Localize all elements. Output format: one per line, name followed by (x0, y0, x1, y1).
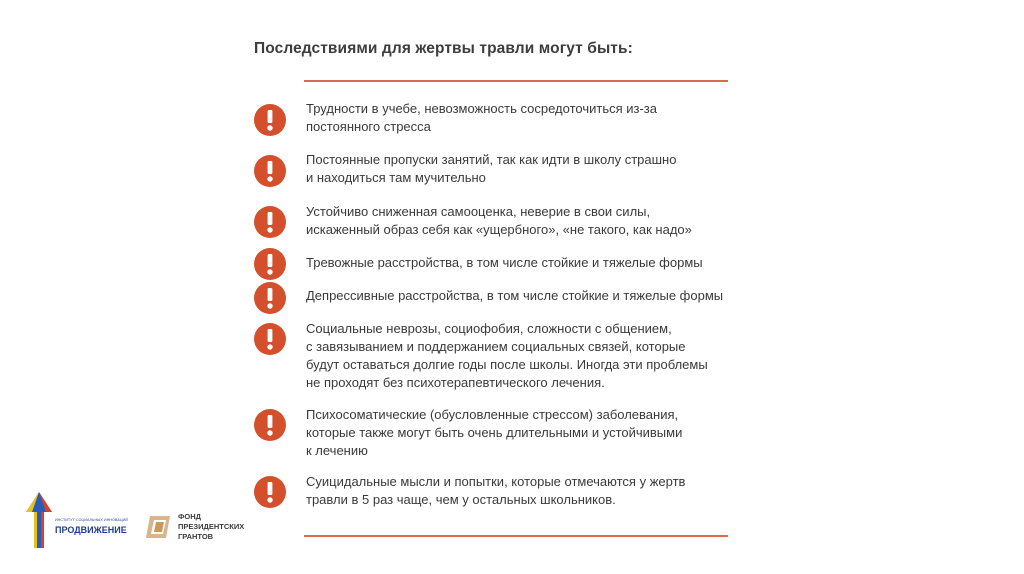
exclamation-circle-icon (254, 476, 286, 508)
slide-title: Последствиями для жертвы травли могут быть: (254, 40, 633, 57)
institute-name: ПРОДВИЖЕНИЕ (55, 525, 127, 535)
consequence-text: Устойчиво сниженная самооценка, неверие в свои силы, искаженный образ себя как «ущербного», «не такого, как надо» (306, 204, 692, 237)
fund-emblem-icon (144, 512, 174, 542)
exclamation-circle-icon (254, 206, 286, 238)
consequence-text: Постоянные пропуски занятий, так как идти в школу страшно и находиться там мучительно (306, 152, 677, 185)
arrow-logo-icon (24, 490, 54, 550)
consequence-text: Тревожные расстройства, в том числе стойкие и тяжелые формы (306, 255, 703, 270)
exclamation-circle-icon (254, 248, 286, 280)
exclamation-circle-icon (254, 155, 286, 187)
institute-logo (24, 490, 128, 550)
fund-name-line1: ФОНД (178, 512, 201, 521)
exclamation-circle-icon (254, 104, 286, 136)
exclamation-circle-icon (254, 409, 286, 441)
fund-name-line2: ПРЕЗИДЕНТСКИХ (178, 522, 245, 531)
exclamation-circle-icon (254, 282, 286, 314)
fund-name-line3: ГРАНТОВ (178, 532, 214, 541)
bottom-divider (304, 535, 728, 537)
fund-name (178, 512, 244, 542)
institute-subtitle: ИНСТИТУТ СОЦИАЛЬНЫХ ИННОВАЦИЙ (55, 518, 128, 522)
consequence-text: Психосоматические (обусловленные стрессом) заболевания, которые также могут быть очень длительными и устойчивыми к лечению (306, 407, 683, 458)
consequence-text: Трудности в учебе, невозможность сосредоточиться из-за постоянного стресса (306, 101, 657, 134)
consequence-text: Суицидальные мысли и попытки, которые отмечаются у жертв травли в 5 раз чаще, чем у остальных школьников. (306, 474, 686, 507)
top-divider (304, 80, 728, 82)
exclamation-circle-icon (254, 323, 286, 355)
consequence-text: Депрессивные расстройства, в том числе стойкие и тяжелые формы (306, 288, 724, 303)
presidential-grants-logo (144, 512, 274, 560)
consequence-text: Социальные неврозы, социофобия, сложности с общением, с завязыванием и поддержанием социальных связей, которые будут оставаться долгие годы после школы. Иногда эти проблемы не проходят без психотерапевтического лечения. (306, 321, 708, 390)
